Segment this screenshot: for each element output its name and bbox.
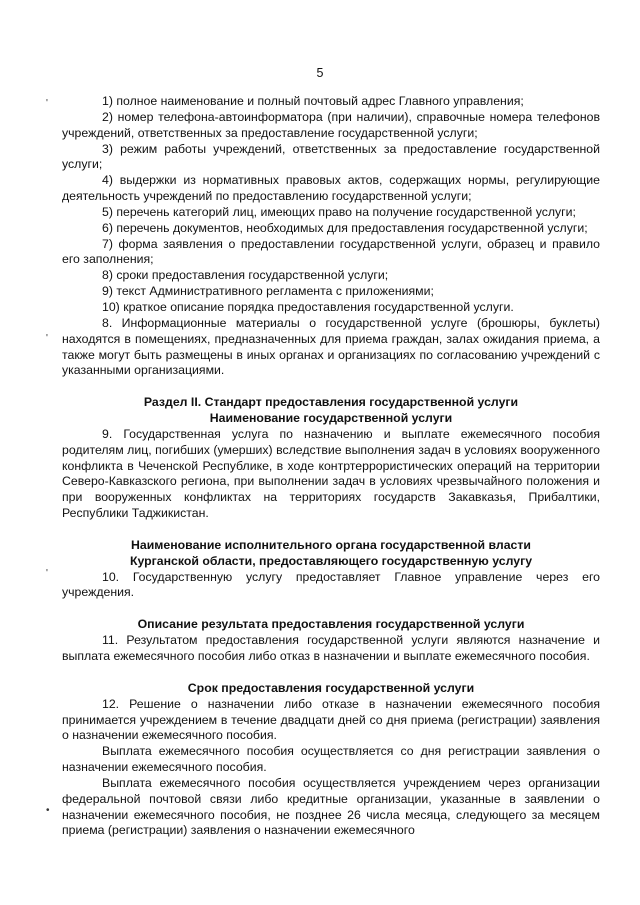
paragraph: 12. Решение о назначении либо отказе в назначении ежемесячного пособия принимается учреждением в течение двадцати дней со дня приема (регистрации) заявления о назначении ежемесячного пособия. xyxy=(62,696,600,743)
paragraph: 5) перечень категорий лиц, имеющих право на получение государственной услуги; xyxy=(102,204,576,219)
paragraph: 10. Государственную услугу предоставляет Главное управление через его учреждения. xyxy=(62,569,600,600)
paragraph: 9) текст Административного регламента с приложениями; xyxy=(102,284,434,299)
document-body xyxy=(62,94,600,839)
margin-mark: ' xyxy=(46,98,48,109)
section-heading: Срок предоставления государственной услуги xyxy=(187,680,475,695)
section-gap xyxy=(62,665,600,681)
margin-mark: • xyxy=(46,805,50,816)
paragraph: 9. Государственная услуга по назначению и выплате ежемесячного пособия родителям лиц, погибших (умерших) вследствие выполнения задач в условиях вооруженного конфликта в Чеченской Республике, в ходе контртеррористических операций на территории Северо-Кавказского региона, при выполнении задач в условиях чрезвычайного положения и при вооруженных конфликтах на территориях государств Закавказья, Прибалтики, Республики Таджикистан. xyxy=(62,426,600,521)
paragraph: 10) краткое описание порядка предоставления государственной услуги. xyxy=(102,299,514,314)
paragraph: 2) номер телефона-автоинформатора (при наличии), справочные номера телефонов учреждений, ответственных за предоставление государственной услуги; xyxy=(62,109,600,140)
page-number: 5 xyxy=(316,66,324,80)
section-gap xyxy=(62,601,600,617)
paragraph: 6) перечень документов, необходимых для предоставления государственной услуги; xyxy=(102,220,588,235)
paragraph: 4) выдержки из нормативных правовых актов, содержащих нормы, регулирующие деятельность учреждений по предоставлению государственной услуги; xyxy=(62,173,600,204)
paragraph: Выплата ежемесячного пособия осуществляется учреждением через организации федеральной почтовой связи либо кредитные организации, указанные в заявлении о назначении ежемесячного пособия, не позднее 26 числа месяца, следующего за месяцем приема (регистрации) заявления о назначении ежемесячного xyxy=(62,775,600,838)
margin-mark: ' xyxy=(46,568,48,579)
paragraph: 1) полное наименование и полный почтовый адрес Главного управления; xyxy=(102,94,524,108)
section-heading: Наименование государственной услуги xyxy=(209,411,453,426)
paragraph: 11. Результатом предоставления государственной услуги являются назначение и выплата ежемесячного пособия либо отказ в назначении и выплате ежемесячного пособия. xyxy=(62,633,600,663)
paragraph: 8. Информационные материалы о государственной услуге (брошюры, буклеты) находятся в помещениях, предназначенных для приема граждан, залах ожидания приема, а также могут быть размещены в иных органах и организациях по согласованию учреждений с указанными организациями. xyxy=(62,315,600,378)
margin-mark: ' xyxy=(46,333,48,344)
section-gap xyxy=(62,379,600,395)
section-heading: Описание результата предоставления государственной услуги xyxy=(137,617,525,632)
section-gap xyxy=(62,522,600,538)
section-heading: Курганской области, предоставляющего государственную услугу xyxy=(129,553,533,568)
section-heading: Наименование исполнительного органа государственной власти xyxy=(131,537,531,552)
paragraph: 8) сроки предоставления государственной услуги; xyxy=(102,268,389,283)
paragraph: Выплата ежемесячного пособия осуществляется со дня регистрации заявления о назначении ежемесячного пособия. xyxy=(62,744,600,775)
paragraph: 3) режим работы учреждений, ответственных за предоставление государственной услуги; xyxy=(62,141,600,172)
paragraph: 7) форма заявления о предоставлении государственной услуги, образец и правило его заполнения; xyxy=(62,236,600,267)
section-heading: Раздел II. Стандарт предоставления государственной услуги xyxy=(143,395,519,410)
